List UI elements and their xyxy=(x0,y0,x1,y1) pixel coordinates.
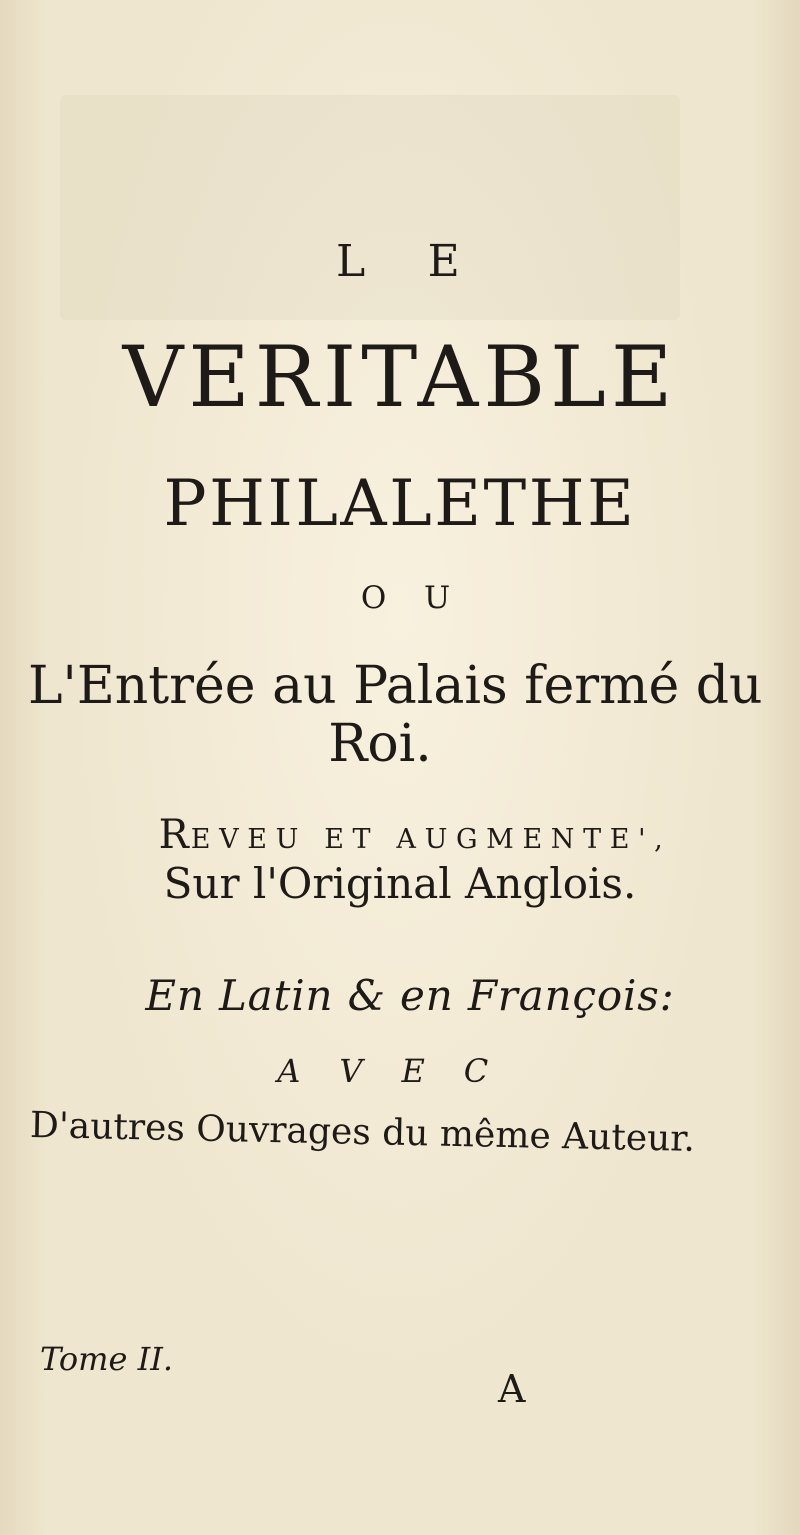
title-veritable: VERITABLE xyxy=(122,328,678,426)
subtitle-line-1: L'Entrée au Palais fermé du xyxy=(28,656,763,716)
source-note: Sur l'Original Anglois. xyxy=(163,859,637,908)
revision-note xyxy=(0,812,800,858)
revision-text: EVEU ET AUGMENTE', xyxy=(190,824,672,855)
additional-works: D'autres Ouvrages du même Auteur. xyxy=(29,1105,696,1160)
languages-line: En Latin & en François: xyxy=(145,971,675,1020)
signature-mark: A xyxy=(498,1367,526,1411)
conjunction-ou: O U xyxy=(360,580,465,616)
subtitle-line-2: Roi. xyxy=(328,714,432,774)
avec-line: A V E C xyxy=(277,1052,503,1090)
title-philalethe: PHILALETHE xyxy=(163,467,637,541)
volume-label: Tome II. xyxy=(40,1340,174,1378)
revision-initial: R xyxy=(158,812,191,858)
title-article: L E xyxy=(336,236,484,287)
